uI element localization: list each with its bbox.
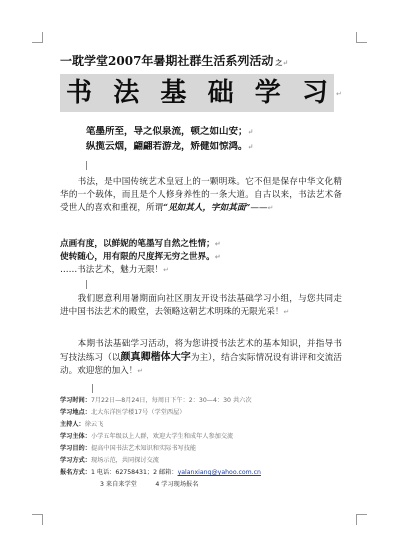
paragraph-mark-icon: ↵ — [283, 308, 290, 316]
margin-corner-top-left — [32, 32, 43, 43]
margin-corner-bottom-right — [356, 514, 367, 525]
closing-line — [60, 264, 350, 276]
title-char: 习 — [301, 78, 328, 108]
activity-text-end: 为主），结合实际情况设有讲评和交流活动。欢迎您的加入！ — [60, 353, 342, 376]
paragraph-mark-icon: ↵ — [137, 367, 144, 375]
quote-line — [86, 126, 336, 138]
emphasis-text: 点画有度，以鲜妮的笔墨写自然之性情； — [60, 239, 215, 249]
intro-text: 书法，是中国传统艺术皇冠上的一颗明珠。它不但是保存中华文化精华的一个载体，而且是个人修身养性的一条大道。自古以来，书法艺术备受世人的喜欢和重视，所谓 — [60, 177, 342, 213]
invitation-text: 我们愿意利用暑期面向社区朋友开设书法基础学习小组，与您共同走进中国书法艺术的殿堂，去领略这朝艺术明珠的无限光采！ — [60, 294, 342, 317]
paragraph-mark-icon: ↵ — [163, 266, 170, 274]
info-label: 学习目的： — [60, 445, 91, 452]
info-value: 提高中国书法艺术知识和实际书写技能 — [90, 445, 197, 452]
intro-dash: —— — [250, 203, 268, 213]
text-cursor — [86, 280, 87, 289]
quote-text: 笔墨所至，导之似泉流，顿之如山安； — [86, 126, 248, 137]
title-banner — [60, 74, 334, 112]
paragraph-mark-icon: ↵ — [247, 127, 254, 136]
title-char: 书 — [66, 78, 93, 108]
emphasis-text: 使转随心，用有限的尺度挥无穷之世界。 — [60, 252, 215, 262]
info-value: 7月22日—8月24日，每周日下午：2：30—4：30 共六次 — [90, 397, 252, 404]
margin-corner-top-right — [356, 32, 367, 43]
info-value: 小学五年级以上人群，欢迎大学生和成年人参加交流 — [90, 433, 234, 440]
info-label: 主持人： — [60, 421, 85, 428]
info-label: 学习方式： — [60, 457, 91, 464]
activity-paragraph — [60, 338, 342, 378]
title-char: 础 — [207, 78, 234, 108]
event-name: 2007年暑期社群生活系列活动 — [108, 54, 274, 66]
info-place — [60, 408, 350, 418]
emphasis-line — [60, 238, 350, 250]
info-host — [60, 420, 350, 430]
event-header — [60, 52, 350, 66]
info-signup — [60, 468, 350, 478]
info-label: 报名方式： — [60, 469, 91, 476]
font-style-name: 颜真卿楷体大字 — [120, 352, 191, 363]
paragraph-mark-icon: ↵ — [214, 240, 221, 248]
intro-saying: “见如其人，字如其面” — [163, 203, 251, 213]
info-value: 徐云飞 — [84, 421, 104, 428]
paragraph-mark-icon: ↵ — [267, 204, 274, 212]
info-value: 3 来自来学堂 — [100, 481, 137, 488]
paragraph-mark-icon: ↵ — [282, 58, 289, 66]
quote-text: 纵揽云烟，翩翩若游龙，矫健如惊鸿。 — [86, 141, 248, 152]
paragraph-mark-icon: ↵ — [336, 90, 342, 98]
paragraph-mark-icon: ↵ — [214, 253, 221, 261]
info-label: 学习时间： — [60, 397, 91, 404]
info-value: 现场示范，共同探讨交流 — [90, 457, 159, 464]
paragraph-mark-icon: ↵ — [247, 142, 254, 151]
activity-text: 本期书法基础学习活动，将为您讲授书法艺术的基本知识，并指导书写技法练习（以 — [60, 339, 342, 363]
text-cursor — [86, 161, 87, 170]
closing-text: ……书法艺术，魅力无限！ — [60, 265, 164, 275]
title-char: 基 — [160, 78, 187, 108]
invitation-paragraph — [60, 293, 342, 319]
info-goal — [60, 444, 350, 454]
info-audience — [60, 432, 350, 442]
emphasis-line — [60, 251, 350, 263]
intro-paragraph — [60, 176, 342, 215]
info-label: 学习地点： — [60, 409, 91, 416]
email-link[interactable]: yalanxiang@yahoo.com.cn — [177, 469, 261, 476]
info-method — [60, 456, 350, 466]
info-value: 4 学习现场报名 — [155, 481, 199, 488]
quote-line — [86, 141, 336, 153]
title-char: 学 — [254, 78, 281, 108]
margin-corner-bottom-left — [32, 514, 43, 525]
info-label: 学习主体： — [60, 433, 91, 440]
info-time — [60, 396, 350, 406]
text-cursor — [92, 384, 93, 393]
info-value: 北大东洋医学楼17号（学堂西屋） — [90, 409, 186, 416]
info-value: 1 电话：62758431；2 邮箱： — [90, 469, 178, 476]
info-signup-more — [100, 480, 390, 490]
title-char: 法 — [113, 78, 140, 108]
header-tail: 之 — [275, 58, 283, 66]
organization-name: 一耽学堂 — [60, 54, 109, 66]
